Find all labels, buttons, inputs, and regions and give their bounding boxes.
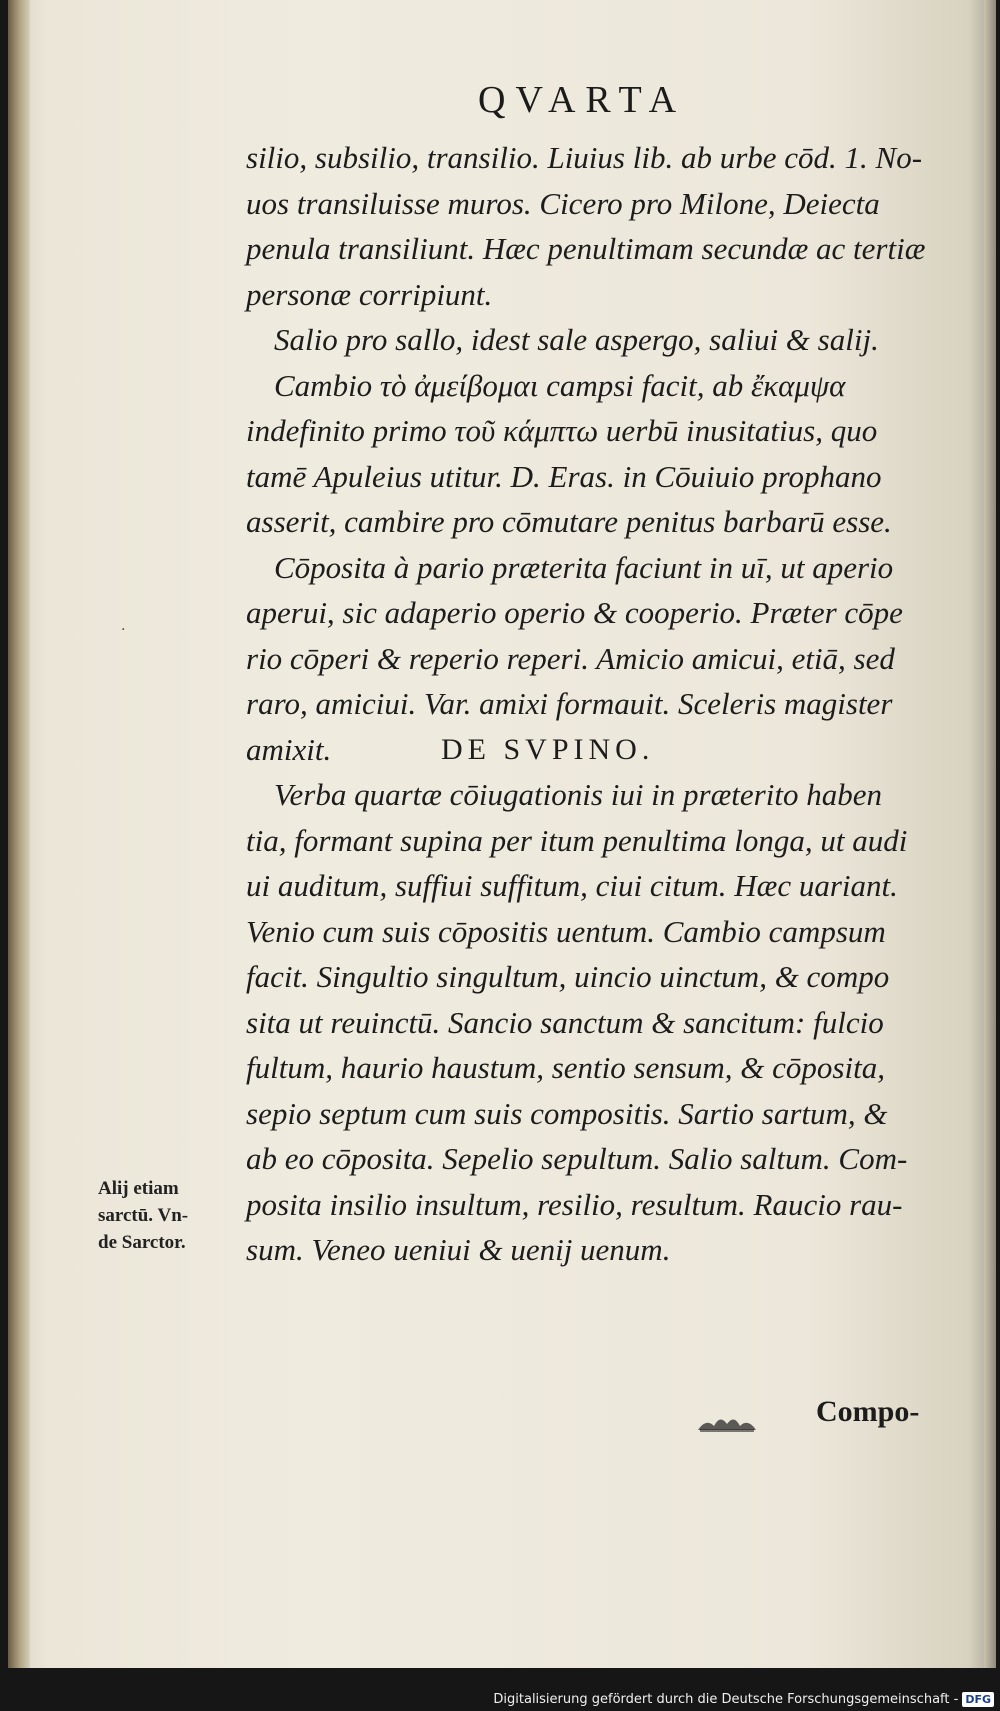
section-title: DE SVPINO. [441,732,655,766]
digitization-credit [493,1692,994,1707]
text-line: posita insilio insultum, resilio, resultum. Raucio rau- [246,1186,903,1222]
text-line: tia, formant supina per itum penultima longa, ut audi [246,822,908,858]
text-line: Salio pro sallo, idest sale aspergo, saliui & salij. [274,322,879,357]
text-line: sita ut reuinctū. Sancio sanctum & sancitum: fulcio [246,1004,884,1040]
text-line: uos transiluisse muros. Cicero pro Milone, Deiecta [246,185,880,221]
text-line: penula transiliunt. Hæc penultimam secundæ ac tertiæ [246,231,926,266]
margin-note [98,1175,248,1256]
book-page [8,0,996,1668]
text-line: asserit, cambire pro cōmutare penitus barbarū esse. [246,504,892,539]
text-line: indefinito primo τοῦ κάμπτω uerbū inusitatius, quo [246,413,878,448]
text-line: Cambio τὸ ἀμείβομαι campsi facit, ab ἔκαμψα [274,367,846,403]
printer-ornament-icon [696,1410,758,1434]
text-line: personæ corripiunt. [246,276,493,312]
text-line: ab eo cōposita. Sepelio sepultum. Salio saltum. Com- [246,1141,908,1176]
text-line: tamē Apuleius utitur. D. Eras. in Cōuiuio prophano [246,458,882,494]
running-title: QVARTA [478,79,687,121]
credit-text: Digitalisierung gefördert durch die Deutsche Forschungsgemeinschaft - [493,1692,959,1707]
text-line: ui auditum, suffiui suffitum, ciui citum. Hæc uariant. [246,868,898,903]
text-line: raro, amiciui. Var. amixi formauit. Sceleris magister [246,686,893,721]
text-line: amixit. [246,731,332,767]
body-text [246,135,946,1273]
text-line: sepio septum cum suis compositis. Sartio sartum, & [246,1095,888,1131]
page-edge [984,0,996,1668]
dfg-logo: DFG [962,1692,994,1707]
text-line: Venio cum suis cōpositis uentum. Cambio campsum [246,913,886,949]
text-line: Cōposita à pario præterita faciunt in uī, ut aperio [274,549,894,585]
section-heading-line [246,727,946,773]
text-line: sum. Veneo ueniui & uenij uenum. [246,1232,671,1267]
text-line: silio, subsilio, transilio. Liuius lib. ab urbe cōd. 1. No- [246,140,923,175]
catchword: Compo- [816,1395,920,1428]
margin-note-line: Alij etiam [98,1178,179,1199]
text-line: rio cōperi & reperio reperi. Amicio amicui, etiā, sed [246,640,895,676]
text-line: aperui, sic adaperio operio & cooperio. Præter cōpe [246,595,903,630]
stray-ink-mark: · [121,622,126,638]
text-line: Verba quartæ cōiugationis iui in præterito haben [274,777,882,812]
book-spine [8,0,30,1668]
margin-note-line: de Sarctor. [98,1232,186,1253]
margin-note-line: sarctū. Vn- [98,1205,189,1226]
text-line: fultum, haurio haustum, sentio sensum, & cōposita, [246,1050,885,1085]
text-line: facit. Singultio singultum, uincio uinctum, & compo [246,959,890,994]
